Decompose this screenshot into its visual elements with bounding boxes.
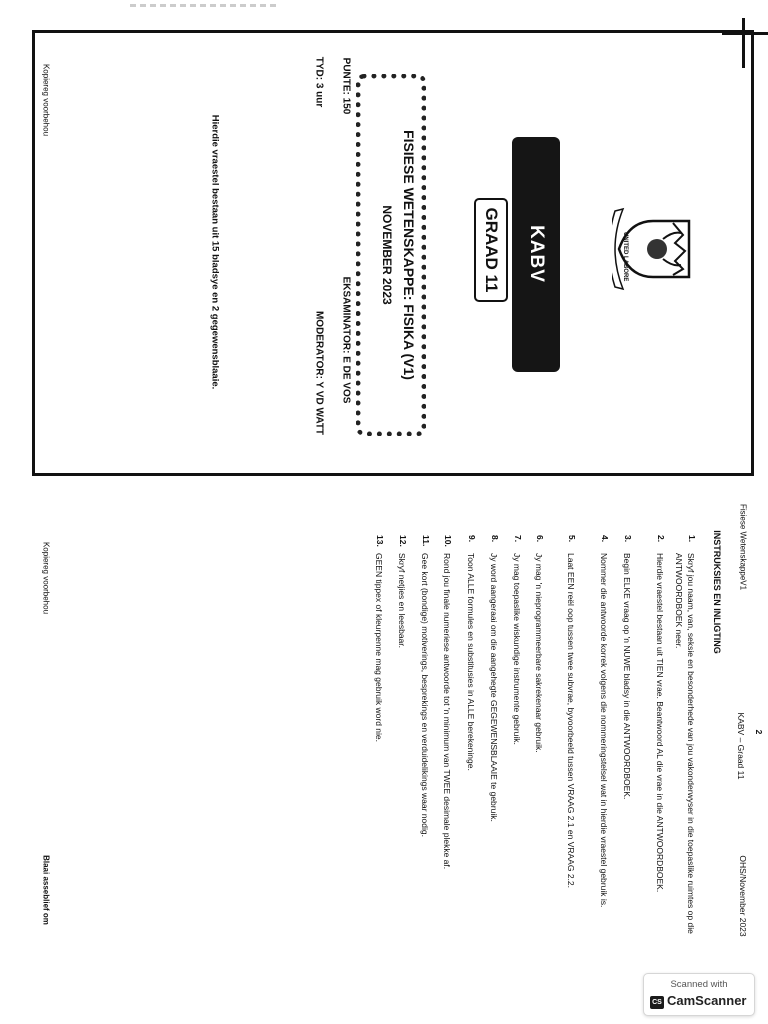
page-number: 2 (754, 729, 764, 735)
moderator: MODERATOR: Y VD WATT (313, 310, 325, 436)
svg-text:UNITED LABORE: UNITED LABORE (622, 232, 628, 282)
scanner-caption: Scanned with (670, 979, 728, 990)
banner-label: KABV (526, 225, 547, 283)
copyright-note: Kopiereg voorbehou (41, 541, 51, 615)
turn-over-note: Blaai asseblief om (41, 855, 51, 925)
header-subject: Fisiese WetenskappeV1 (738, 503, 748, 591)
page-count-note: Hierdie vraestel bestaan uit 15 bladsye en 2 gegewensblaaie. (209, 114, 221, 390)
exam-date: NOVEMBER 2023 (380, 205, 394, 305)
total-points: PUNTE: 150 (340, 57, 352, 115)
instructions-heading: INSTRUKSIES EN INLIGTING (712, 530, 722, 654)
subject-title: FISIESE WETENSKAPPE: FISIKA (V1) (401, 130, 417, 380)
copyright-note: Kopiereg voorbehou (41, 63, 51, 137)
camscanner-logo-icon: CS (650, 996, 664, 1009)
school-crest-logo (612, 204, 704, 294)
header-grade: KABV – Graad 11 (736, 712, 746, 780)
camscanner-watermark (643, 973, 755, 1016)
scan-noise (130, 4, 280, 7)
exam-time: TYD: 3 uur (313, 56, 325, 108)
grade-label: GRAAD 11 (482, 207, 501, 293)
examiner: EKSAMINATOR: E DE VOS (340, 276, 352, 404)
header-date: OHS/November 2023 (738, 855, 748, 937)
scanner-name: CamScanner (667, 993, 747, 1008)
